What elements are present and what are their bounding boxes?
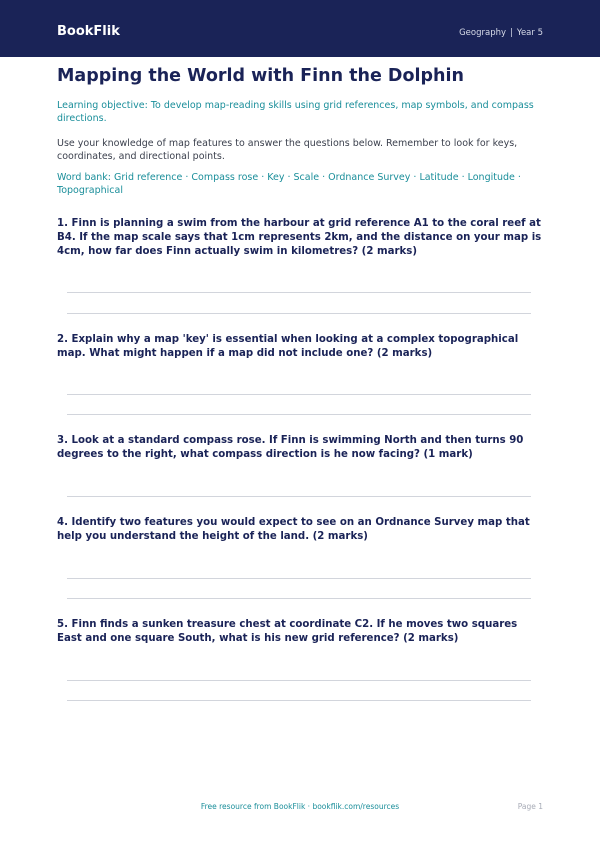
learning-objective: Learning objective: To develop map-reading skills using grid references, map symbols, and compass directions. <box>57 100 534 124</box>
worksheet-title: Mapping the World with Finn the Dolphin <box>57 66 464 86</box>
answer-line[interactable] <box>67 578 531 579</box>
word-bank: Word bank: Grid reference · Compass rose · Key · Scale · Ordnance Survey · Latitude · Longitude · Topographical <box>57 172 521 196</box>
subject-label: Geography <box>459 28 507 38</box>
question-2-text: 2. Explain why a map 'key' is essential when looking at a complex topographical map. What might happen if a map did not include one? (2 marks) <box>57 334 519 359</box>
answer-line[interactable] <box>67 680 531 681</box>
instructions-text: Use your knowledge of map features to answer the questions below. Remember to look for keys, coordinates, and directional points. <box>57 138 518 162</box>
brand-logo[interactable]: BookFlik <box>57 24 120 39</box>
subject-year-label <box>459 26 543 40</box>
answer-line[interactable] <box>67 598 531 599</box>
answer-line[interactable] <box>67 700 531 701</box>
year-label: Year 5 <box>516 28 543 38</box>
answer-line[interactable] <box>67 414 531 415</box>
answer-line[interactable] <box>67 496 531 497</box>
question-4-text: 4. Identify two features you would expect to see on an Ordnance Survey map that help you understand the height of the land. (2 marks) <box>57 517 530 542</box>
answer-line[interactable] <box>67 313 531 314</box>
question-5-text: 5. Finn finds a sunken treasure chest at coordinate C2. If he moves two squares East and one square South, what is his new grid reference? (2 marks) <box>57 619 518 644</box>
header-bar <box>0 0 600 57</box>
answer-line[interactable] <box>67 394 531 395</box>
page-number: Page 1 <box>517 802 543 811</box>
question-3-text: 3. Look at a standard compass rose. If Finn is swimming North and then turns 90 degrees to the right, what compass direction is he now facing? (1 mark) <box>57 435 524 460</box>
answer-line[interactable] <box>67 292 531 293</box>
footer-text[interactable]: Free resource from BookFlik · bookflik.com/resources <box>200 802 400 811</box>
question-1-text: 1. Finn is planning a swim from the harbour at grid reference A1 to the coral reef at B4. If the map scale says that 1cm represents 2km, and the distance on your map is 4cm, how far does Finn actually swim in kilometres? (2 marks) <box>57 218 542 257</box>
meta-separator: | <box>510 28 513 38</box>
